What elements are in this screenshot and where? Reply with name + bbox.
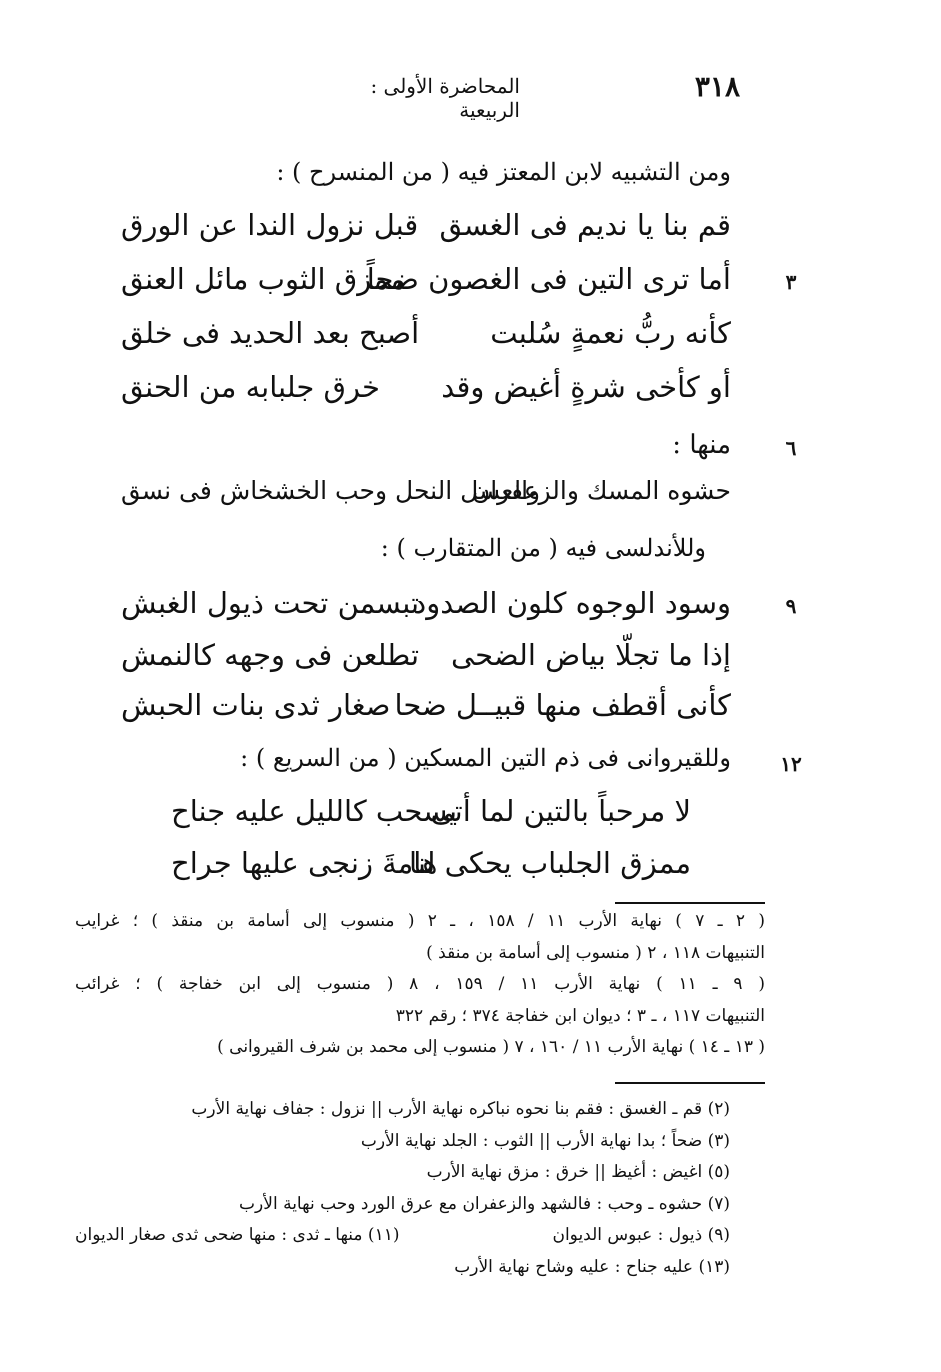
verse-second-hemistich: صغار ثدى بنات الحبش bbox=[121, 688, 391, 722]
verse-second-hemistich: قبل نزول الندا عن الورق bbox=[121, 208, 419, 242]
page-header bbox=[330, 70, 740, 122]
source-note: التنبيهات ١١٧ ، ـ ٣ ؛ ديوان ابن خفاجة ٣٧٤ ؛ رقم ٣٢٢ bbox=[395, 1005, 765, 1026]
verse-line bbox=[121, 476, 731, 526]
variant-note: (٢) قم ـ الغسق : فقم بنا نحوه نباكره نهاية الأرب || نزول : جفاف نهاية الأرب bbox=[191, 1099, 730, 1119]
verse-first-hemistich: أما ترى التين فى الغصون ضحاً bbox=[366, 262, 731, 296]
variant-notes bbox=[75, 1094, 730, 1283]
source-note: ( ٩ ـ ١١ ) نهاية الأرب ١١ / ١٥٩ ، ٨ ( منسوب إلى ابن خفاجة ) ؛ غرائب bbox=[75, 974, 765, 994]
minha-label: منها : bbox=[672, 430, 731, 460]
verse-second-hemistich: والعسل النحل وحب الخشخاش فى نسق bbox=[121, 476, 541, 505]
section-intro: ومن التشبيه لابن المعتز فيه ( من المنسرح ) : bbox=[276, 158, 731, 186]
verse-line bbox=[121, 208, 731, 258]
source-notes bbox=[75, 906, 765, 1064]
verse-second-hemistich: أصبح بعد الحديد فى خلق bbox=[121, 316, 420, 350]
verse-first-hemistich: وسود الوجوه كلون الصدود bbox=[413, 586, 731, 620]
verse-first-hemistich: إذا ما تجلّا بياض الضحى bbox=[450, 638, 731, 672]
verse-first-hemistich: حشوه المسك والزعفران bbox=[471, 476, 731, 505]
verse-first-hemistich: لا مرحباً بالتين لما أتى bbox=[430, 794, 691, 828]
verse-line bbox=[121, 586, 731, 636]
variant-note: (٥) اغيض : أغيظ || خرق : مزق نهاية الأرب bbox=[426, 1162, 730, 1182]
source-note: ( ١٣ ـ ١٤ ) نهاية الأرب ١١ / ١٦٠ ، ٧ ( منسوب إلى محمد بن شرف القيروانى ) bbox=[217, 1037, 765, 1057]
variant-note-pair bbox=[75, 1220, 730, 1252]
verse-second-hemistich: ممزق الثوب مائل العنق bbox=[121, 262, 406, 296]
variant-note: (١٣) عليه جناح : عليه وشاح نهاية الأرب bbox=[454, 1256, 730, 1277]
verse-second-hemistich: هامةَ زنجى عليها جراح bbox=[171, 846, 438, 880]
verse-first-hemistich: قم بنا يا نديم فى الغسق bbox=[439, 208, 731, 242]
verse-line bbox=[171, 794, 691, 844]
verse-second-hemistich: تبسمن تحت ذيول الغبش bbox=[121, 586, 420, 620]
line-number: ٣ bbox=[785, 270, 797, 294]
verse-line bbox=[121, 316, 731, 366]
source-note: التنبيهات ١١٨ ، ٢ ( منسوب إلى أسامة بن منقذ ) bbox=[426, 942, 765, 963]
footnote-divider bbox=[615, 902, 765, 904]
variant-note: (٩) ذيول : عبوس الديوان bbox=[552, 1225, 730, 1245]
verse-line bbox=[121, 370, 731, 420]
section-intro: وللقيروانى فى ذم التين المسكين ( من السريع ) : bbox=[240, 744, 731, 772]
page-number: ٣١٨ bbox=[694, 70, 740, 103]
verse-line bbox=[171, 846, 691, 896]
verse-first-hemistich: كأنه ربُّ نعمةٍ سُلبت bbox=[490, 316, 731, 350]
variant-note: (٣) ضحاً ؛ بدا نهاية الأرب || الثوب : الجلد نهاية الأرب bbox=[360, 1130, 730, 1151]
verse-line bbox=[121, 638, 731, 688]
variant-note: (١١) منها ـ ثدى : منها ضحى ثدى صغار الديوان bbox=[75, 1225, 400, 1245]
footnote-divider bbox=[615, 1082, 765, 1084]
verse-first-hemistich: ممزق الجلباب يحكى لنا bbox=[409, 846, 691, 880]
verse-first-hemistich: كأنى أقطف منها قبيــل ضحا bbox=[394, 688, 731, 722]
line-number: ٦ bbox=[785, 436, 797, 460]
source-note: ( ٢ ـ ٧ ) نهاية الأرب ١١ / ١٥٨ ، ـ ٢ ( منسوب إلى أسامة بن منقذ ) ؛ غرايب bbox=[75, 911, 765, 931]
line-number: ٩ bbox=[785, 594, 797, 618]
verse-second-hemistich: تطلعن فى وجهه كالنمش bbox=[121, 638, 420, 672]
line-number: ١٢ bbox=[780, 752, 802, 776]
running-title: المحاضرة الأولى : الربيعية bbox=[370, 74, 520, 122]
section-intro: وللأندلسى فيه ( من المتقارب ) : bbox=[380, 534, 706, 562]
verse-line bbox=[121, 262, 731, 312]
verse-second-hemistich: خرق جلبابه من الحنق bbox=[121, 370, 380, 404]
verse-first-hemistich: أو كأخى شرةٍ أغيض وقد bbox=[441, 370, 731, 404]
variant-note: (٧) حشوه ـ وحب : فالشهد والزعفران مع عرق الورد وحب نهاية الأرب bbox=[239, 1193, 730, 1214]
verse-line bbox=[121, 688, 731, 738]
verse-second-hemistich: يسحب كالليل عليه جناح bbox=[171, 794, 458, 828]
